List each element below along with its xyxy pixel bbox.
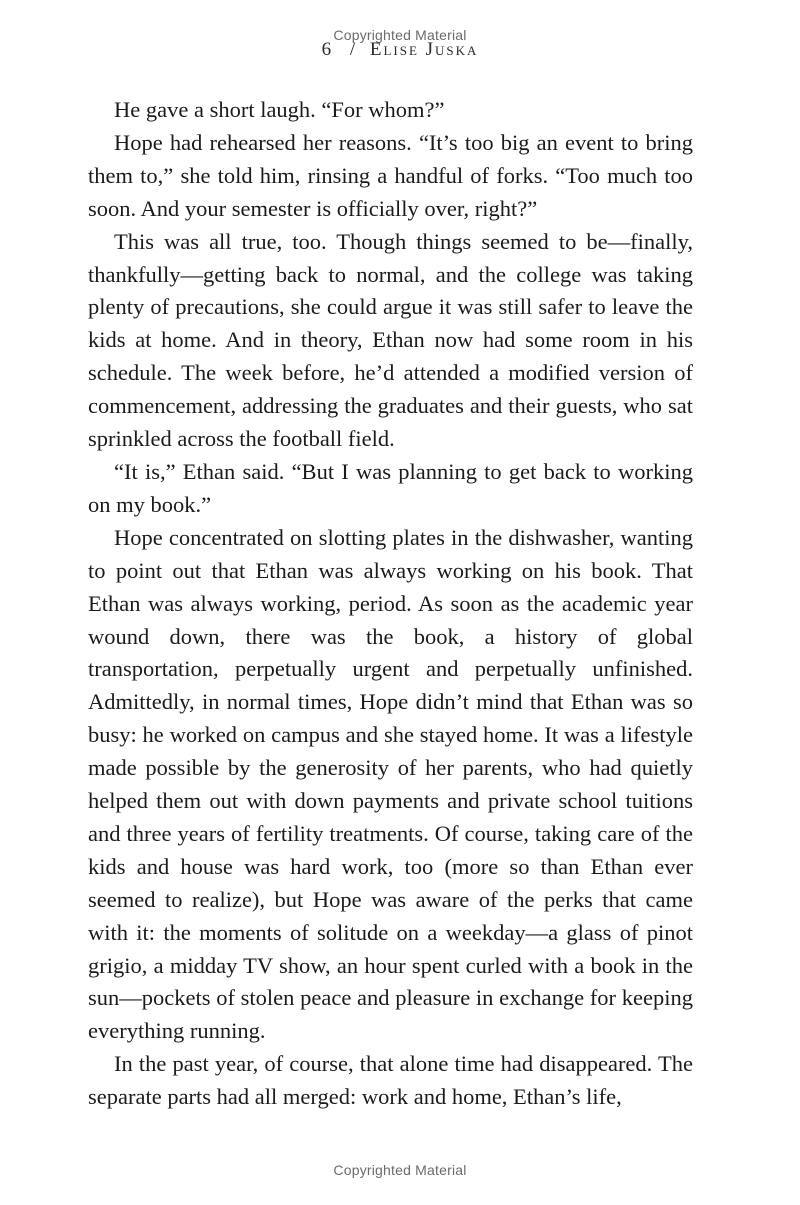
paragraph: This was all true, too. Though things seemed to be—finally, thankfully—getting back to normal, and the college was taking plenty of precautions, she could argue it was still safer to leave the kids at home. And in theory, Ethan now had some room in his schedule. The week before, he’d attended a modified version of commencement, addressing the graduates and their guests, who sat sprinkled across the football field. — [88, 228, 693, 452]
copyright-watermark-bottom: Copyrighted Material — [333, 1162, 467, 1178]
page-number: 6 — [321, 39, 332, 60]
paragraph: He gave a short laugh. “For whom?” — [114, 97, 445, 122]
paragraph: In the past year, of course, that alone time had disappeared. The separate parts had all merged: work and home, Ethan’s life, — [88, 1051, 693, 1110]
author-name: Elise Juska — [369, 39, 479, 60]
running-head — [0, 39, 800, 61]
paragraph: “It is,” Ethan said. “But I was planning to get back to working on my book.” — [88, 458, 693, 517]
header-divider: / — [349, 39, 356, 60]
copyright-watermark-top: Copyrighted Material — [333, 27, 467, 43]
paragraph: Hope had rehearsed her reasons. “It’s too big an event to bring them to,” she told him, rinsing a handful of forks. “Too much too soon. And your semester is officially over, right?” — [88, 129, 693, 221]
paragraph: Hope concentrated on slotting plates in the dishwasher, wanting to point out that Ethan was always working on his book. That Ethan was always working, period. As soon as the academic year wound down, there was the book, a history of global transportation, perpetually urgent and perpetually unfinished. Admittedly, in normal times, Hope didn’t mind that Ethan was so busy: he worked on campus and she stayed home. It was a lifestyle made possible by the generosity of her parents, who had quietly helped them out with down payments and private school tuitions and three years of fertility treatments. Of course, taking care of the kids and house was hard work, too (more so than Ethan ever seemed to realize), but Hope was aware of the perks that came with it: the moments of solitude on a weekday—a glass of pinot grigio, a midday TV show, an hour spent curled with a book in the sun—pockets of stolen peace and pleasure in exchange for keeping everything running. — [88, 524, 693, 1044]
body-text — [88, 94, 693, 1114]
